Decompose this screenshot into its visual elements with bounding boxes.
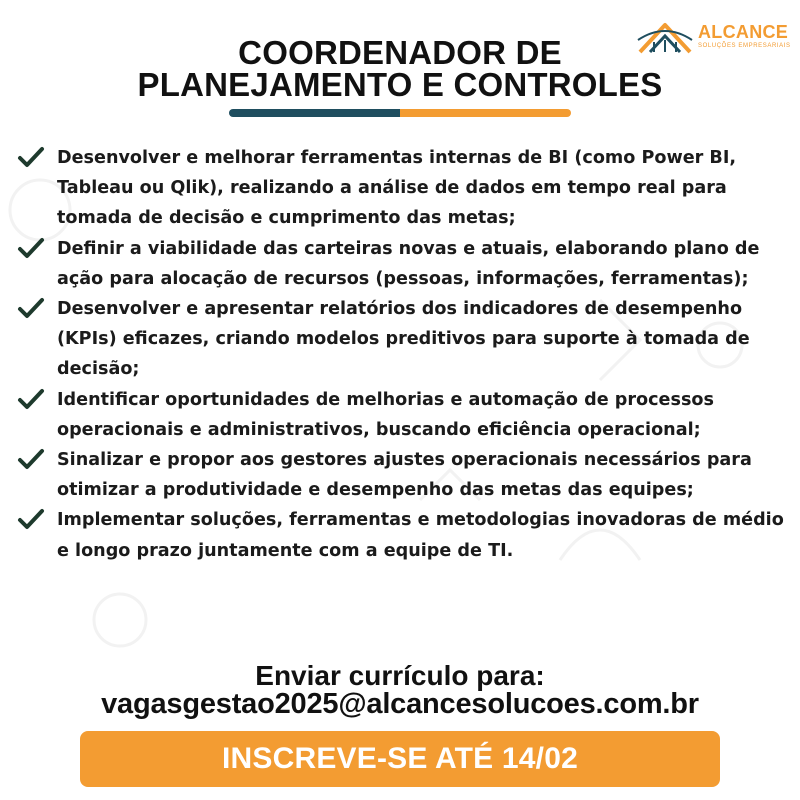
apply-deadline-button[interactable] — [80, 731, 720, 787]
list-item — [0, 385, 800, 445]
list-item-text: Implementar soluções, ferramentas e metodologias inovadoras de médio e longo prazo juntamente com a equipe de TI. — [57, 510, 784, 561]
list-item-text: Desenvolver e melhorar ferramentas internas de BI (como Power BI, Tableau ou Qlik), realizando a análise de dados em tempo real para tomada de decisão e cumprimento das metas; — [57, 148, 737, 229]
list-item-text: Identificar oportunidades de melhorias e automação de processos operacionais e administrativos, buscando eficiência operacional; — [57, 389, 714, 440]
checkmark-icon — [17, 508, 45, 530]
list-item-text: Desenvolver e apresentar relatórios dos indicadores de desempenho (KPIs) eficazes, criando modelos preditivos para suporte à tomada de decisão; — [57, 299, 750, 380]
list-item-text: Sinalizar e propor aos gestores ajustes operacionais necessários para otimizar a produtividade e desempenho das metas das equipes; — [57, 450, 752, 501]
list-item — [0, 234, 800, 294]
list-item — [0, 294, 800, 385]
contact-email-link[interactable]: vagasgestao2025@alcancesolucoes.com.br — [101, 688, 699, 720]
apply-deadline-label: INSCREVE-SE ATÉ 14/02 — [222, 742, 578, 775]
brand-tagline: SOLUÇÕES EMPRESARIAIS — [698, 43, 791, 49]
brand-name: ALCANCE — [698, 22, 789, 42]
list-item — [0, 505, 800, 565]
page-title-line-1: COORDENADOR DE — [238, 34, 562, 71]
list-item — [0, 445, 800, 505]
title-divider — [229, 109, 571, 117]
checkmark-icon — [17, 388, 45, 410]
list-item — [0, 143, 800, 234]
list-item-text: Definir a viabilidade das carteiras novas e atuais, elaborando plano de ação para alocação de recursos (pessoas, informações, ferramentas); — [57, 238, 760, 289]
checkmark-icon — [17, 297, 45, 319]
contact-label: Enviar currículo para: — [255, 660, 545, 691]
checkmark-icon — [17, 237, 45, 259]
checkmark-icon — [17, 448, 45, 470]
checkmark-icon — [17, 146, 45, 168]
responsibilities-list — [0, 143, 800, 566]
page-title-line-2: PLANEJAMENTO E CONTROLES — [137, 66, 663, 103]
